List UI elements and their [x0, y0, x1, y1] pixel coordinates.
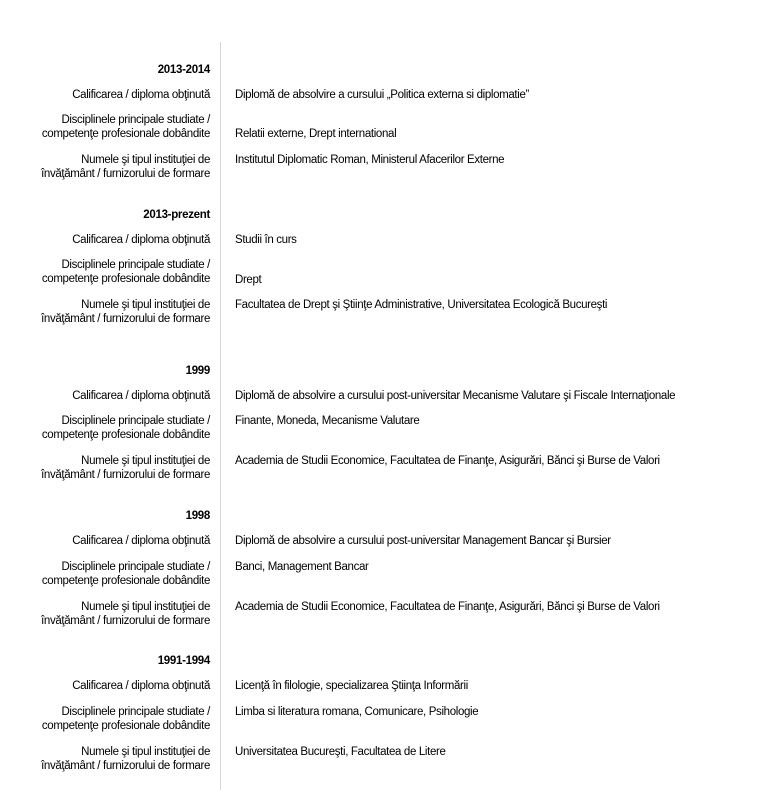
institution-label-line2: învăţământ / furnizorului de formare: [41, 168, 210, 180]
entry-period: 1998: [185, 510, 210, 522]
disciplines-value: Drept: [235, 274, 262, 286]
disciplines-label-line1: Disciplinele principale studiate /: [61, 415, 210, 427]
qualification-value: Diplomă de absolvire a cursului post-universitar Management Bancar şi Bursier: [235, 535, 611, 547]
entry-period: 2013-2014: [157, 64, 210, 76]
institution-value: Facultatea de Drept şi Ştiinţe Administrative, Universitatea Ecologică Bucureşti: [235, 299, 608, 311]
disciplines-value: Finante, Moneda, Mecanisme Valutare: [235, 415, 420, 427]
disciplines-value: Banci, Management Bancar: [235, 561, 369, 573]
institution-value: Universitatea Bucureşti, Facultatea de Litere: [235, 746, 446, 758]
disciplines-label-line1: Disciplinele principale studiate /: [61, 259, 210, 271]
disciplines-label-line2: competenţe profesionale dobândite: [41, 273, 210, 285]
qualification-label: Calificarea / diploma obţinută: [72, 535, 210, 547]
institution-label-line1: Numele şi tipul instituţiei de: [81, 746, 210, 758]
disciplines-label-line1: Disciplinele principale studiate /: [61, 114, 210, 126]
disciplines-label-line1: Disciplinele principale studiate /: [61, 561, 210, 573]
institution-value: Institutul Diplomatic Roman, Ministerul Afacerilor Externe: [235, 154, 505, 166]
disciplines-value: Relatii externe, Drept international: [235, 128, 397, 140]
disciplines-label-line2: competenţe profesionale dobândite: [41, 575, 210, 587]
institution-label-line2: învăţământ / furnizorului de formare: [41, 615, 210, 627]
entry-period: 2013-prezent: [143, 209, 210, 221]
institution-label-line1: Numele şi tipul instituţiei de: [81, 299, 210, 311]
disciplines-label-line2: competenţe profesionale dobândite: [41, 128, 210, 140]
entry-period: 1999: [185, 365, 210, 377]
qualification-label: Calificarea / diploma obţinută: [72, 680, 210, 692]
institution-label-line1: Numele şi tipul instituţiei de: [81, 601, 210, 613]
disciplines-label-line2: competenţe profesionale dobândite: [41, 429, 210, 441]
institution-value: Academia de Studii Economice, Facultatea de Finanţe, Asigurări, Bănci şi Burse de Valori: [235, 601, 660, 613]
institution-label-line2: învăţământ / furnizorului de formare: [41, 469, 210, 481]
disciplines-value: Limba si literatura romana, Comunicare, Psihologie: [235, 706, 479, 718]
entry-period: 1991-1994: [157, 655, 210, 667]
qualification-label: Calificarea / diploma obţinută: [72, 89, 210, 101]
qualification-label: Calificarea / diploma obţinută: [72, 390, 210, 402]
qualification-value: Licenţă în filologie, specializarea Ştiinţa Informării: [235, 680, 468, 692]
qualification-value: Diplomă de absolvire a cursului „Politica externa si diplomatie”: [235, 89, 529, 101]
qualification-value: Diplomă de absolvire a cursului post-universitar Mecanisme Valutare şi Fiscale Internaţionale: [235, 390, 676, 402]
disciplines-label-line2: competenţe profesionale dobândite: [41, 720, 210, 732]
institution-label-line2: învăţământ / furnizorului de formare: [41, 760, 210, 772]
institution-label-line2: învăţământ / furnizorului de formare: [41, 313, 210, 325]
institution-label-line1: Numele şi tipul instituţiei de: [81, 154, 210, 166]
institution-value: Academia de Studii Economice, Facultatea de Finanţe, Asigurări, Bănci şi Burse de Valori: [235, 455, 660, 467]
qualification-label: Calificarea / diploma obţinută: [72, 234, 210, 246]
qualification-value: Studii în curs: [235, 234, 297, 246]
column-divider: [220, 42, 221, 790]
institution-label-line1: Numele şi tipul instituţiei de: [81, 455, 210, 467]
disciplines-label-line1: Disciplinele principale studiate /: [61, 706, 210, 718]
